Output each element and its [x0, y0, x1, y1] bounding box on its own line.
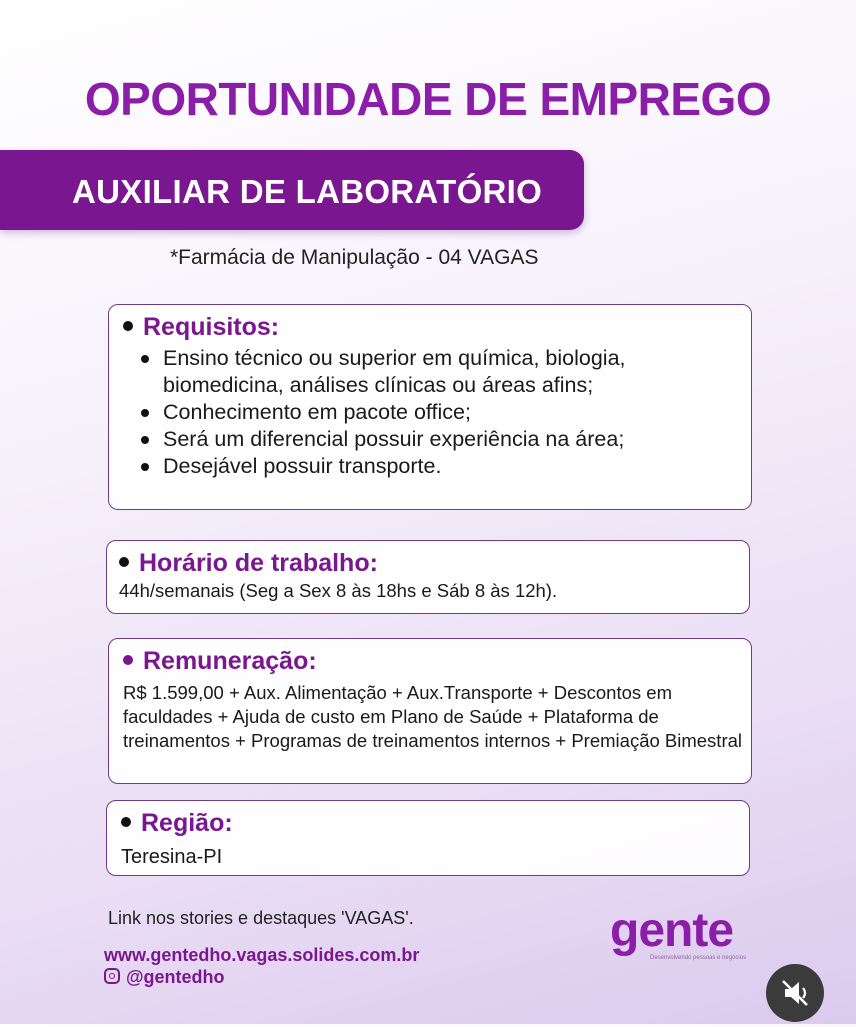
remuneracao-text: R$ 1.599,00 + Aux. Alimentação + Aux.Transporte + Descontos em faculdades + Ajuda de custo em Plano de Saúde + Plataforma de treinamentos + Programas de treinamentos internos + Premiação Bimestral	[123, 682, 743, 751]
footer-instagram[interactable]	[104, 967, 225, 988]
list-item: Ensino técnico ou superior em química, biologia, biomedicina, análises clínicas ou áreas afins;	[139, 345, 733, 399]
remuneracao-title: Remuneração:	[143, 647, 317, 675]
bullet-icon	[121, 817, 131, 827]
speaker-muted-icon	[766, 964, 824, 1022]
instagram-icon	[104, 968, 120, 984]
mute-button[interactable]	[766, 964, 824, 1022]
list-item: Desejável possuir transporte.	[139, 453, 733, 480]
job-subtitle: *Farmácia de Manipulação - 04 VAGAS	[170, 246, 539, 269]
logo-tagline: Desenvolvendo pessoas e negócios	[650, 955, 747, 961]
horario-text: 44h/semanais (Seg a Sex 8 às 18hs e Sáb 8 às 12h).	[119, 580, 558, 601]
bullet-icon	[123, 655, 133, 665]
main-title: OPORTUNIDADE DE EMPREGO	[84, 73, 772, 125]
horario-heading	[119, 549, 378, 578]
bullet-icon	[123, 321, 133, 331]
job-title: AUXILIAR DE LABORATÓRIO	[72, 173, 543, 210]
regiao-text: Teresina-PI	[121, 846, 223, 868]
horario-title: Horário de trabalho:	[139, 549, 378, 577]
requisitos-card	[108, 304, 752, 510]
gente-logo	[610, 905, 760, 971]
remuneracao-card	[108, 638, 752, 784]
requisitos-list	[139, 345, 733, 480]
footer-url-link[interactable]: www.gentedho.vagas.solides.com.br	[104, 945, 420, 965]
regiao-heading	[121, 809, 233, 838]
requisitos-title: Requisitos:	[143, 313, 280, 341]
instagram-handle: @gentedho	[126, 967, 225, 987]
requisitos-heading	[123, 313, 279, 342]
regiao-card	[106, 800, 750, 876]
logo-wordmark: gente	[610, 904, 734, 957]
job-title-banner	[0, 150, 584, 230]
list-item: Será um diferencial possuir experiência na área;	[139, 426, 733, 453]
remuneracao-heading	[123, 647, 317, 676]
bullet-icon	[119, 557, 129, 567]
regiao-title: Região:	[141, 809, 233, 837]
footer-note: Link nos stories e destaques 'VAGAS'.	[108, 908, 414, 928]
list-item: Conhecimento em pacote office;	[139, 399, 733, 426]
horario-card	[106, 540, 750, 614]
